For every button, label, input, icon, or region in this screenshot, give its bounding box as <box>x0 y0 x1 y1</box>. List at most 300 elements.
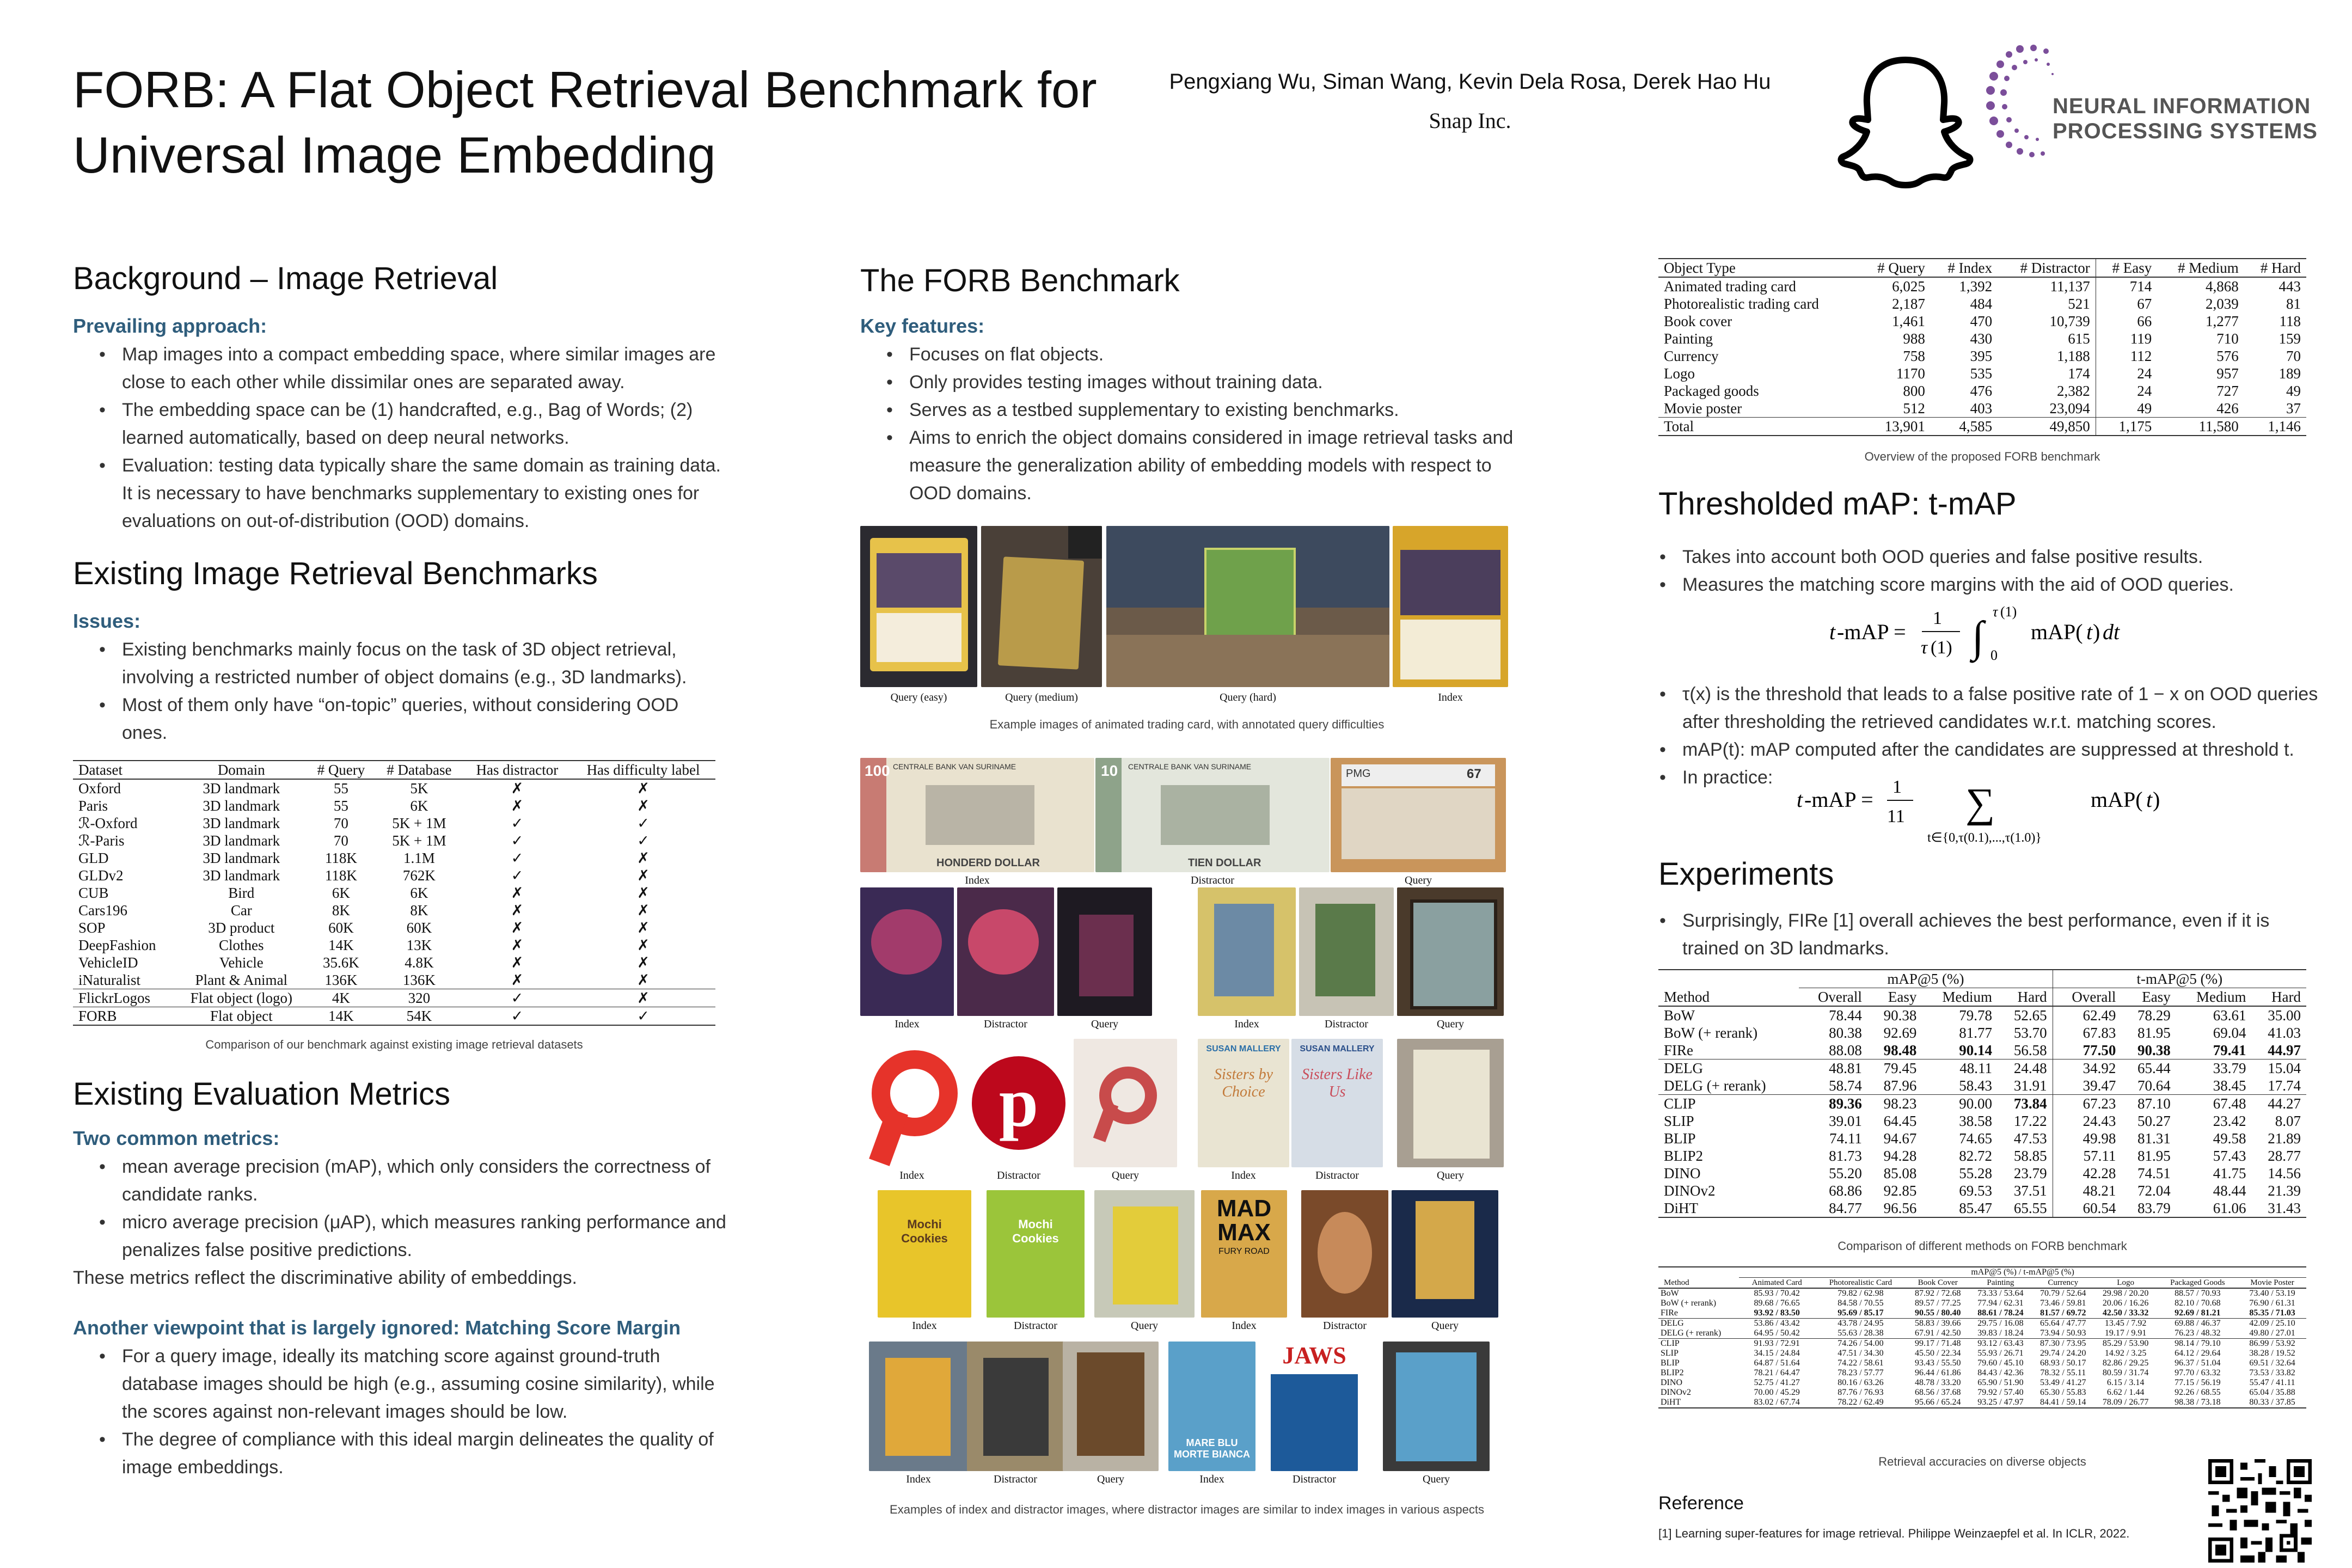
table-header-cell: # Query <box>317 762 365 778</box>
table-cell: 89.68 / 76.65 <box>1754 1298 1800 1308</box>
table-cell: 77.15 / 56.19 <box>2175 1378 2221 1387</box>
table-cell: 81.73 <box>1829 1148 1862 1164</box>
table-cell: 67.48 <box>2213 1095 2246 1112</box>
table-cell: 68.93 / 50.17 <box>2040 1358 2086 1368</box>
table-cell: Photorealistic trading card <box>1664 296 1819 312</box>
label-index: Index <box>912 1320 937 1332</box>
table-header-cell: Has difficulty label <box>586 762 700 778</box>
table-cell: 35.6K <box>323 954 359 971</box>
table-cell: 82.72 <box>1959 1148 1993 1164</box>
painting-distractor-image <box>1299 887 1394 1016</box>
table-cell: 93.12 / 63.43 <box>1977 1339 2024 1348</box>
photocard-distractor-image <box>967 1342 1064 1471</box>
table-cell: 55.63 / 28.38 <box>1837 1328 1884 1338</box>
table-cell: 1,392 <box>1959 278 1993 295</box>
table-cell: 44.27 <box>2268 1095 2301 1112</box>
table-cell: 29.75 / 16.08 <box>1977 1319 2024 1328</box>
table-cell: 77.94 / 62.31 <box>1977 1298 2024 1308</box>
table-cell: 49.80 / 27.01 <box>2249 1328 2295 1338</box>
logo-query-image <box>1074 1039 1177 1167</box>
table-row <box>73 849 715 867</box>
table-header-cell: Medium <box>1942 989 1993 1005</box>
table-cell: 710 <box>2216 330 2239 347</box>
book-index-image: SUSAN MALLERY Sisters by Choice <box>1198 1039 1289 1167</box>
table-cell: 89.36 <box>1829 1095 1862 1112</box>
table-cell: 21.89 <box>2268 1130 2301 1147</box>
table-cell: 714 <box>2096 277 2157 295</box>
svg-text:t: t <box>1829 620 1836 644</box>
svg-text:): ) <box>2153 787 2160 812</box>
table-header-cell: Packaged Goods <box>2170 1278 2225 1287</box>
table-cell: 64.87 / 51.64 <box>1754 1358 1800 1368</box>
table-row <box>1658 365 2306 382</box>
table-cell: 727 <box>2216 383 2239 399</box>
table-row <box>1658 1368 2306 1378</box>
table-cell: 92.85 <box>1883 1183 1917 1199</box>
table-cell: 74.65 <box>1959 1130 1993 1147</box>
table-row <box>1658 1165 2306 1182</box>
table-cell: 430 <box>1970 330 1993 347</box>
table-cell: 73.46 / 59.81 <box>2040 1298 2086 1308</box>
table-cell: Flat object <box>210 1008 273 1024</box>
table-cell: 84.43 / 42.36 <box>1977 1368 2024 1377</box>
table-cell: 24 <box>2096 365 2157 382</box>
table-cell: 49 <box>2286 383 2301 399</box>
table-cell: 66 <box>2096 313 2157 330</box>
table-cell: 99.17 / 71.48 <box>1915 1339 1961 1348</box>
tmap-equation-1 <box>1829 597 2189 673</box>
table-cell: 13,901 <box>1884 418 1925 434</box>
table-cell: 96.37 / 51.04 <box>2175 1358 2221 1368</box>
table-cell: 79.45 <box>1883 1060 1917 1076</box>
list-item: • In practice: <box>1633 764 2319 792</box>
table-cell: 50.27 <box>2137 1113 2171 1129</box>
table-cell: 6K <box>332 885 350 901</box>
table-cell: 1,175 <box>2096 418 2157 436</box>
table-cell: 34.15 / 24.84 <box>1754 1349 1800 1358</box>
table-cell: 3D product <box>208 920 275 936</box>
authors: Pengxiang Wu, Siman Wang, Kevin Dela Rosa, Derek Hao Hu <box>1169 70 1771 94</box>
list-item: • Existing benchmarks mainly focus on the task of 3D object retrieval, involving a restricted number of object domains (e.g., 3D landmarks). <box>73 636 726 691</box>
card-query-image <box>1057 887 1152 1016</box>
table-cell: 53.86 / 43.42 <box>1754 1319 1800 1328</box>
table-header-cell: # Medium <box>2178 260 2239 276</box>
list-item: • Only provides testing images without training data. <box>860 369 1524 396</box>
table-cell: CLIP <box>1664 1095 1696 1112</box>
table-cell: 6,025 <box>1892 278 1925 295</box>
table-cell: 49,850 <box>2049 418 2090 434</box>
label-query: Query <box>1405 874 1432 886</box>
table-cell: 92.69 / 81.21 <box>2175 1308 2221 1318</box>
label-index: Index <box>906 1473 931 1485</box>
table-cell: 80.59 / 31.74 <box>2102 1368 2149 1377</box>
table-cell: 87.10 <box>2137 1095 2171 1112</box>
svg-text:∫: ∫ <box>1972 613 1984 661</box>
table-cell: 78.32 / 55.11 <box>2040 1368 2086 1377</box>
table-cell: 512 <box>1903 400 1925 416</box>
label-distractor: Distractor <box>1293 1473 1336 1485</box>
table-cell: 73.94 / 50.93 <box>2040 1328 2086 1338</box>
table-cell: Paris <box>78 798 108 814</box>
table-cell: 70 <box>333 815 348 831</box>
table-cell: Bird <box>228 885 255 901</box>
table-cell: 69.04 <box>2213 1025 2246 1041</box>
table-cell: 87.76 / 76.93 <box>1837 1388 1884 1397</box>
table-cell: Cars196 <box>78 902 127 918</box>
table-row <box>73 936 715 954</box>
label-query-easy: Query (easy) <box>890 691 947 703</box>
svg-text:(1): (1) <box>1931 638 1952 658</box>
table-cell: 87.92 / 72.68 <box>1915 1289 1961 1298</box>
table-row <box>1658 1339 2306 1349</box>
table-cell: 94.67 <box>1883 1130 1917 1147</box>
table-cell: 98.38 / 73.18 <box>2175 1398 2221 1407</box>
table-cell: Clothes <box>219 937 264 953</box>
table-cell: GLDv2 <box>78 867 124 884</box>
table-cell: 73.53 / 33.82 <box>2249 1368 2295 1377</box>
table-cell: 74.22 / 58.61 <box>1837 1358 1884 1368</box>
table-cell: 118K <box>324 850 357 866</box>
table-cell: 90.38 <box>1883 1007 1917 1024</box>
poster-index-image: MAD MAX FURY ROAD <box>1201 1190 1287 1318</box>
table-cell: 81.95 <box>2137 1148 2171 1164</box>
table-cell: 56.58 <box>2013 1042 2047 1058</box>
table-cell: 65.55 <box>2013 1200 2047 1216</box>
table-cell: 11,137 <box>2050 278 2090 295</box>
table-header-cell: Method <box>1664 1278 1689 1287</box>
table-cell: 21.39 <box>2268 1183 2301 1199</box>
table-cell: 62.49 <box>2053 1006 2121 1024</box>
table-cell: 14.92 / 3.25 <box>2104 1349 2147 1358</box>
table-cell: 33.79 <box>2213 1060 2246 1076</box>
svg-text:mAP(: mAP( <box>2031 620 2083 644</box>
card-query-medium-image <box>981 526 1102 687</box>
table-cell: 24.43 <box>2053 1112 2121 1130</box>
poster-distractor-image <box>1301 1190 1388 1318</box>
list-item: • Evaluation: testing data typically share the same domain as training data. It is necessary to have benchmarks supplementary to existing ones for evaluations on out-of-distribution (OOD) domains. <box>73 452 726 535</box>
table-cell: 84.77 <box>1829 1200 1862 1216</box>
table-header-cell: Hard <box>2271 989 2301 1005</box>
table-row <box>1658 1024 2306 1042</box>
table-cell: 78.29 <box>2137 1007 2171 1024</box>
metrics-subheading2: Another viewpoint that is largely ignored: Matching Score Margin <box>73 1316 681 1339</box>
table-cell: BoW (+ rerank) <box>1664 1025 1758 1041</box>
table-cell: 39.01 <box>1829 1113 1862 1129</box>
table-cell: 426 <box>2216 400 2239 416</box>
table-cell: 98.14 / 79.10 <box>2175 1339 2221 1348</box>
table-cell: 76.23 / 48.32 <box>2175 1328 2221 1338</box>
currency-index-image: CENTRALE BANK VAN SURINAME 100 HONDERD DOLLAR <box>860 758 1094 872</box>
table-cell: 28.77 <box>2268 1148 2301 1164</box>
table-cell: BLIP2 <box>1664 1148 1704 1164</box>
table-cell: ✓ <box>637 815 650 831</box>
benchmark-overview-table <box>1658 258 2306 436</box>
list-item: • micro average precision (μAP), which measures ranking performance and penalizes false positive predictions. <box>73 1209 726 1264</box>
poster-query-image <box>1383 1342 1490 1471</box>
svg-text:-mAP =: -mAP = <box>1804 787 1873 812</box>
table-header-cell: Method <box>1664 988 1710 1005</box>
table-cell: Movie poster <box>1664 400 1742 416</box>
table-cell: 476 <box>1970 383 1993 399</box>
card-query-easy-image <box>860 526 977 687</box>
table-cell: 57.11 <box>2053 1147 2121 1165</box>
table-cell: 53.70 <box>2013 1025 2047 1041</box>
table-row <box>1658 1298 2306 1308</box>
table-cell: 17.22 <box>2013 1113 2047 1129</box>
neurips-logo-text: NEURAL INFORMATION PROCESSING SYSTEMS <box>2053 94 2318 143</box>
table-row <box>73 867 715 884</box>
table-cell: 94.28 <box>1883 1148 1917 1164</box>
table-cell: 58.43 <box>1959 1077 1993 1094</box>
svg-text:t∈{0,τ(0.1),...,τ(1.0)}: t∈{0,τ(0.1),...,τ(1.0)} <box>1927 831 2042 845</box>
table-row <box>1658 295 2306 313</box>
table-cell: 98.48 <box>1883 1042 1917 1058</box>
table-cell: 35.00 <box>2268 1007 2301 1024</box>
table-cell: 38.45 <box>2213 1077 2246 1094</box>
list-item: • mAP(t): mAP computed after the candidates are suppressed at threshold t. <box>1633 736 2319 764</box>
snapchat-ghost-icon <box>1832 49 1979 193</box>
table-cell: 92.26 / 68.55 <box>2175 1388 2221 1397</box>
table-cell: 73.84 <box>2013 1095 2047 1112</box>
book-distractor-image: SUSAN MALLERY Sisters Like Us <box>1291 1039 1383 1167</box>
table-cell: Logo <box>1664 365 1695 382</box>
table-cell: 55.28 <box>1959 1165 1993 1181</box>
list-item: • τ(x) is the threshold that leads to a false positive rate of 1 − x on OOD queries after thresholding the retrieved candidates w.r.t. matching scores. <box>1633 681 2319 736</box>
diverse-objects-table <box>1658 1266 2306 1408</box>
table-cell: DINO <box>1661 1378 1682 1387</box>
svg-text:11: 11 <box>1887 806 1905 826</box>
methods-caption: Comparison of different methods on FORB benchmark <box>1837 1239 2127 1253</box>
table-cell: FIRe <box>1661 1308 1678 1318</box>
table-cell: 57.43 <box>2213 1148 2246 1164</box>
table-header-cell: Dataset <box>78 762 122 778</box>
table-cell: ℛ-Oxford <box>78 815 138 831</box>
svg-text:0: 0 <box>1990 647 1998 663</box>
table-row <box>1658 1130 2306 1147</box>
table-cell: ✗ <box>511 902 524 918</box>
table-cell: 96.56 <box>1883 1200 1917 1216</box>
table-cell: 64.45 <box>1883 1113 1917 1129</box>
table-row <box>1658 1378 2306 1388</box>
table-cell: DELG <box>1661 1319 1684 1328</box>
table-cell: 88.08 <box>1829 1042 1862 1058</box>
list-item: • mean average precision (mAP), which only considers the correctness of candidate ranks. <box>73 1153 726 1209</box>
dataset-comparison-table <box>73 760 715 1026</box>
table-cell: 615 <box>2068 330 2090 347</box>
table-cell: 14K <box>328 1008 354 1024</box>
table-cell: 60.54 <box>2053 1199 2121 1217</box>
table-cell: 79.78 <box>1959 1007 1993 1024</box>
table-cell: 15.04 <box>2268 1060 2301 1076</box>
table-row <box>73 797 715 814</box>
svg-text:∑: ∑ <box>1965 780 1995 826</box>
table-cell: 189 <box>2278 365 2301 382</box>
metrics-heading: Existing Evaluation Metrics <box>73 1076 451 1112</box>
table-cell: 1.1M <box>403 850 435 866</box>
table-cell: ✓ <box>511 832 524 849</box>
table-cell: FORB <box>78 1008 117 1024</box>
table-cell: 55.47 / 41.11 <box>2249 1378 2295 1387</box>
forb-subheading: Key features: <box>860 315 985 337</box>
label-query: Query <box>1431 1320 1459 1332</box>
table-cell: 98.23 <box>1883 1095 1917 1112</box>
table-header-cell: # Distractor <box>2020 260 2090 276</box>
background-subheading: Prevailing approach: <box>73 315 267 337</box>
list-item: • Map images into a compact embedding space, where similar images are close to each other while dissimilar ones are separated away. <box>73 341 726 396</box>
table-cell: 74.26 / 54.00 <box>1837 1339 1884 1348</box>
card-index-image <box>860 887 954 1016</box>
table-row <box>1658 1328 2306 1339</box>
existing-subheading: Issues: <box>73 610 141 632</box>
table-cell: CUB <box>78 885 109 901</box>
table-cell: 8K <box>410 902 428 918</box>
table-cell: ℛ-Paris <box>78 832 125 849</box>
table-cell: ✗ <box>511 920 524 936</box>
table-row <box>1658 1182 2306 1199</box>
experiments-heading: Experiments <box>1658 856 1834 892</box>
table-row <box>1658 313 2306 330</box>
table-cell: 87.30 / 73.95 <box>2040 1339 2086 1348</box>
table-cell: Currency <box>1664 348 1719 364</box>
table-cell: Car <box>230 902 252 918</box>
metrics-subheading: Two common metrics: <box>73 1127 280 1149</box>
table-row <box>73 1007 715 1026</box>
table-cell: 55.20 <box>1829 1165 1862 1181</box>
svg-text:1: 1 <box>1933 608 1942 628</box>
label-query-hard: Query (hard) <box>1220 691 1276 703</box>
table-cell: 48.81 <box>1829 1060 1862 1076</box>
table-row <box>1658 400 2306 418</box>
table-cell: ✗ <box>637 780 650 797</box>
table-cell: Animated trading card <box>1664 278 1796 295</box>
table-cell: 80.16 / 63.26 <box>1837 1378 1884 1387</box>
table-cell: 8K <box>332 902 350 918</box>
table-cell: 31.43 <box>2268 1200 2301 1216</box>
table-row <box>1658 1349 2306 1358</box>
table-header-cell: Easy <box>1888 989 1917 1005</box>
label-distractor: Distractor <box>997 1169 1040 1181</box>
table-cell: 4,585 <box>1959 418 1993 434</box>
table-cell: 24 <box>2096 382 2157 400</box>
qr-code-icon <box>2208 1459 2312 1563</box>
table-cell: 81.95 <box>2137 1025 2171 1041</box>
table-cell: 29.74 / 24.20 <box>2040 1349 2086 1358</box>
table-cell: DINOv2 <box>1661 1388 1691 1397</box>
table-row <box>1658 1358 2306 1368</box>
table-cell: FIRe <box>1664 1042 1693 1058</box>
table-cell: 6.15 / 3.14 <box>2106 1378 2145 1387</box>
table-cell: 72.04 <box>2137 1183 2171 1199</box>
forb-heading: The FORB Benchmark <box>860 263 1180 298</box>
table-cell: 320 <box>408 990 431 1006</box>
table-cell: 42.09 / 25.10 <box>2249 1319 2295 1328</box>
table-cell: 14.56 <box>2268 1165 2301 1181</box>
table-cell: 42.28 <box>2053 1165 2121 1182</box>
table-header-cell: Logo <box>2117 1278 2134 1287</box>
table-cell: 4.8K <box>405 954 434 971</box>
table-cell: 31.91 <box>2013 1077 2047 1094</box>
table-cell: 34.92 <box>2053 1059 2121 1077</box>
table-row <box>1658 1288 2306 1298</box>
table-cell: 29.98 / 20.20 <box>2102 1289 2149 1298</box>
table-cell: 73.40 / 53.19 <box>2249 1289 2295 1298</box>
label-distractor: Distractor <box>1325 1018 1368 1030</box>
list-item: • Most of them only have “on-topic” queries, without considering OOD ones. <box>73 691 726 747</box>
table-cell: 76.90 / 61.31 <box>2249 1298 2295 1308</box>
group-header-tmap: t-mAP@5 (%) <box>2053 970 2306 988</box>
label-distractor: Distractor <box>1014 1320 1057 1332</box>
background-bullets <box>73 341 726 535</box>
table-cell: 10,739 <box>2049 313 2090 329</box>
card-distractor-image <box>957 887 1054 1016</box>
svg-text:t: t <box>2146 787 2153 812</box>
table-cell: 60K <box>406 920 432 936</box>
table-cell: 23,094 <box>2049 400 2090 416</box>
list-item: • The embedding space can be (1) handcrafted, e.g., Bag of Words; (2) learned automatically, based on deep neural networks. <box>73 396 726 452</box>
list-item: • For a query image, ideally its matching score against ground-truth database images should be high (e.g., assuming cosine similarity), while the scores against non-relevant images should be low. <box>73 1343 726 1426</box>
table-cell: 23.79 <box>2013 1165 2047 1181</box>
table-cell: 13K <box>406 937 432 953</box>
table-cell: 74.51 <box>2137 1165 2171 1181</box>
table-cell: 521 <box>2068 296 2090 312</box>
table-row <box>73 989 715 1007</box>
table-cell: 174 <box>2068 365 2090 382</box>
table-cell: 11,580 <box>2198 418 2239 434</box>
table-cell: ✗ <box>637 920 650 936</box>
table-row <box>1658 1308 2306 1319</box>
table-cell: 58.85 <box>2013 1148 2047 1164</box>
table-header-cell: Overall <box>2053 988 2121 1007</box>
reference-text: [1] Learning super-features for image retrieval. Philippe Weinzaepfel et al. In ICLR, 2022. <box>1658 1527 2130 1540</box>
svg-text:dt: dt <box>2103 620 2120 644</box>
table-cell: 78.44 <box>1829 1007 1862 1024</box>
methods-comparison-table <box>1658 969 2306 1218</box>
table-cell: 1170 <box>1896 365 1925 382</box>
table-cell: ✗ <box>511 780 524 797</box>
table-cell: 37 <box>2286 400 2301 416</box>
table-cell: 988 <box>1903 330 1925 347</box>
table-cell: SLIP <box>1664 1113 1694 1129</box>
table-cell: 43.78 / 24.95 <box>1837 1319 1884 1328</box>
table-cell: 86.99 / 53.92 <box>2249 1339 2295 1348</box>
table-cell: ✗ <box>637 798 650 814</box>
table-cell: 38.58 <box>1959 1113 1993 1129</box>
table-cell: 83.79 <box>2137 1200 2171 1216</box>
table-header-cell: Painting <box>1987 1278 2014 1287</box>
list-item: • Takes into account both OOD queries and false positive results. <box>1633 543 2319 571</box>
table-cell: 79.82 / 62.98 <box>1837 1289 1884 1298</box>
table-header-cell: Has distractor <box>476 762 559 778</box>
table-cell: 24.48 <box>2013 1060 2047 1076</box>
table-cell: BoW <box>1664 1007 1695 1024</box>
table-cell: DELG <box>1664 1060 1703 1076</box>
table-cell: Oxford <box>78 780 121 797</box>
table-header-cell: # Query <box>1877 260 1925 276</box>
list-item: • Surprisingly, FIRe [1] overall achieves the best performance, even if it is trained on 3D landmarks. <box>1633 907 2319 963</box>
table-header-cell: Photorealistic Card <box>1829 1278 1892 1287</box>
label-query: Query <box>1091 1018 1118 1030</box>
painting-query-image <box>1397 887 1504 1016</box>
goods-query-image <box>1094 1190 1195 1318</box>
currency-distractor-image: CENTRALE BANK VAN SURINAME 10 TIEN DOLLAR <box>1095 758 1330 872</box>
table-cell: 4K <box>332 990 350 1006</box>
table-cell: 6K <box>410 885 428 901</box>
table-cell: 93.92 / 83.50 <box>1754 1308 1800 1318</box>
table-cell: Total <box>1664 418 1694 434</box>
table-cell: DELG (+ rerank) <box>1664 1077 1766 1094</box>
table-cell: 69.53 <box>1959 1183 1993 1199</box>
table-cell: 67 <box>2096 295 2157 313</box>
